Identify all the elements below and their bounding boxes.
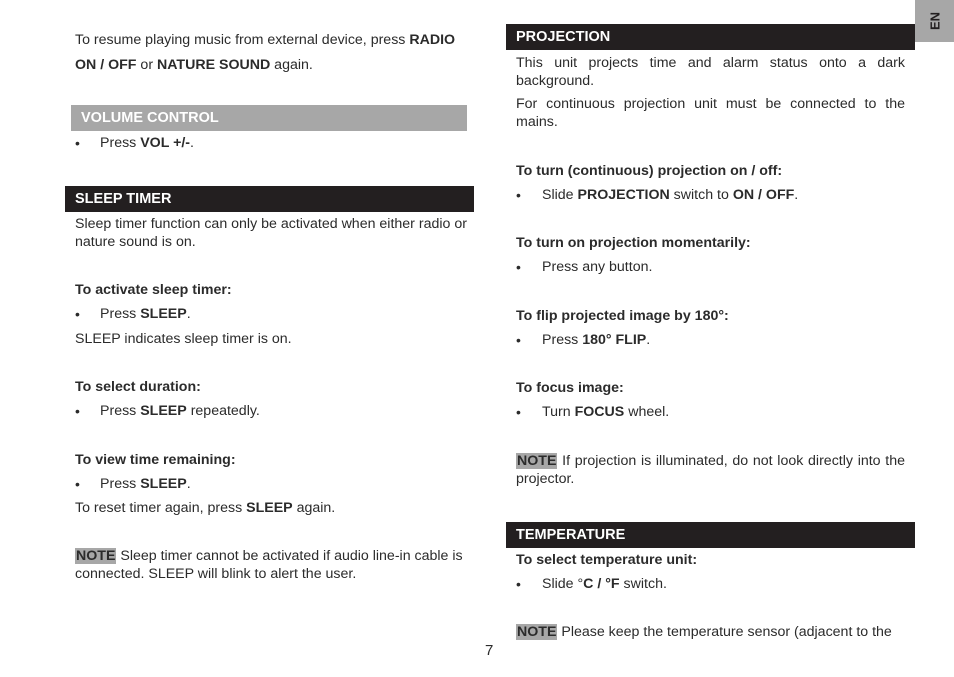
view-time-instruction	[100, 475, 191, 493]
sleep-note	[75, 547, 467, 583]
note-badge: NOTE	[517, 624, 557, 640]
temperature-unit-instruction	[542, 575, 667, 593]
focus-image-subheading: To focus image:	[516, 380, 624, 396]
bullet-icon: •	[516, 259, 521, 275]
turn-text: Turn	[542, 404, 575, 420]
reset-prefix: To reset timer again, press	[75, 500, 247, 516]
or-text: or	[136, 57, 157, 73]
focus-key: FOCUS	[574, 404, 625, 420]
reset-suffix: again.	[292, 500, 336, 516]
page-number: 7	[485, 642, 494, 659]
repeatedly-text: repeatedly.	[186, 403, 260, 419]
sleep-key: SLEEP	[246, 500, 293, 516]
projection-key: PROJECTION	[577, 187, 670, 203]
radio-key: RADIO	[409, 32, 456, 48]
again-text: again.	[270, 57, 313, 73]
temperature-heading	[506, 522, 915, 548]
volume-control-title: VOLUME CONTROL	[81, 110, 219, 126]
period-text: .	[190, 135, 194, 151]
continuous-projection-instruction	[542, 186, 798, 204]
sleep-timer-heading	[65, 186, 474, 212]
bullet-icon: •	[516, 187, 521, 203]
note-badge: NOTE	[517, 453, 557, 469]
press-text: Press	[100, 306, 141, 322]
volume-control-heading	[71, 105, 467, 131]
period-text: .	[186, 306, 191, 322]
resume-text: To resume playing music from external device, press	[75, 32, 410, 48]
focus-image-instruction	[542, 403, 669, 421]
activate-sleep-instruction	[100, 305, 191, 323]
press-text: Press	[542, 332, 583, 348]
period-text: .	[186, 476, 191, 492]
period-text: .	[794, 187, 799, 203]
reset-timer-text	[75, 499, 335, 517]
switch-text: switch.	[619, 576, 667, 592]
period-text: .	[646, 332, 651, 348]
sleep-intro: Sleep timer function can only be activated when either radio or nature sound is on.	[75, 216, 467, 250]
sleep-key: SLEEP	[140, 306, 187, 322]
temperature-note-text: Please keep the temperature sensor (adjacent to the	[557, 624, 892, 640]
temperature-title: TEMPERATURE	[516, 527, 626, 543]
continuous-projection-subheading: To turn (continuous) projection on / off:	[516, 163, 783, 179]
sleep-key: SLEEP	[140, 476, 187, 492]
vol-key: VOL +/-	[140, 135, 191, 151]
resume-paragraph	[75, 28, 467, 78]
momentary-projection-subheading: To turn on projection momentarily:	[516, 235, 751, 251]
temperature-key: C / °F	[583, 576, 620, 592]
on-off-key: ON / OFF	[75, 57, 137, 73]
press-text: Press	[100, 403, 141, 419]
switch-to-text: switch to	[669, 187, 733, 203]
activate-sleep-subheading: To activate sleep timer:	[75, 282, 232, 298]
bullet-icon: •	[75, 306, 80, 322]
projection-paragraph-2: For continuous projection unit must be connected to the mains.	[516, 96, 905, 130]
language-tab	[915, 0, 954, 42]
bullet-icon: •	[75, 135, 80, 151]
projection-heading	[506, 24, 915, 50]
volume-instruction	[100, 134, 194, 152]
view-time-subheading: To view time remaining:	[75, 452, 236, 468]
flip-image-instruction	[542, 331, 650, 349]
bullet-icon: •	[516, 332, 521, 348]
projection-paragraph-1: This unit projects time and alarm status onto a dark background.	[516, 55, 905, 89]
bullet-icon: •	[75, 403, 80, 419]
language-tab-label: EN	[927, 11, 942, 31]
bullet-icon: •	[516, 576, 521, 592]
sleep-timer-title: SLEEP TIMER	[75, 191, 172, 207]
sleep-indicates-text: SLEEP indicates sleep timer is on.	[75, 331, 292, 347]
select-duration-instruction	[100, 402, 260, 420]
sleep-key: SLEEP	[140, 403, 187, 419]
temperature-unit-subheading: To select temperature unit:	[516, 552, 698, 568]
slide-text: Slide °	[542, 576, 584, 592]
projection-note	[516, 452, 905, 488]
projection-title: PROJECTION	[516, 29, 611, 45]
momentary-projection-instruction: Press any button.	[542, 259, 653, 275]
on-off-key: ON / OFF	[732, 187, 795, 203]
flip-key: 180° FLIP	[582, 332, 647, 348]
bullet-icon: •	[516, 404, 521, 420]
wheel-text: wheel.	[624, 404, 670, 420]
press-text: Press	[100, 135, 141, 151]
sleep-note-text: Sleep timer cannot be activated if audio line-in cable is connected. SLEEP will blink to alert the user.	[75, 548, 463, 582]
note-badge: NOTE	[76, 548, 116, 564]
select-duration-subheading: To select duration:	[75, 379, 201, 395]
temperature-note	[516, 623, 908, 641]
bullet-icon: •	[75, 476, 80, 492]
flip-image-subheading: To flip projected image by 180°:	[516, 308, 729, 324]
slide-text: Slide	[542, 187, 578, 203]
press-text: Press	[100, 476, 141, 492]
nature-sound-key: NATURE SOUND	[156, 57, 271, 73]
projection-note-text: If projection is illuminated, do not look directly into the projector.	[516, 453, 905, 487]
